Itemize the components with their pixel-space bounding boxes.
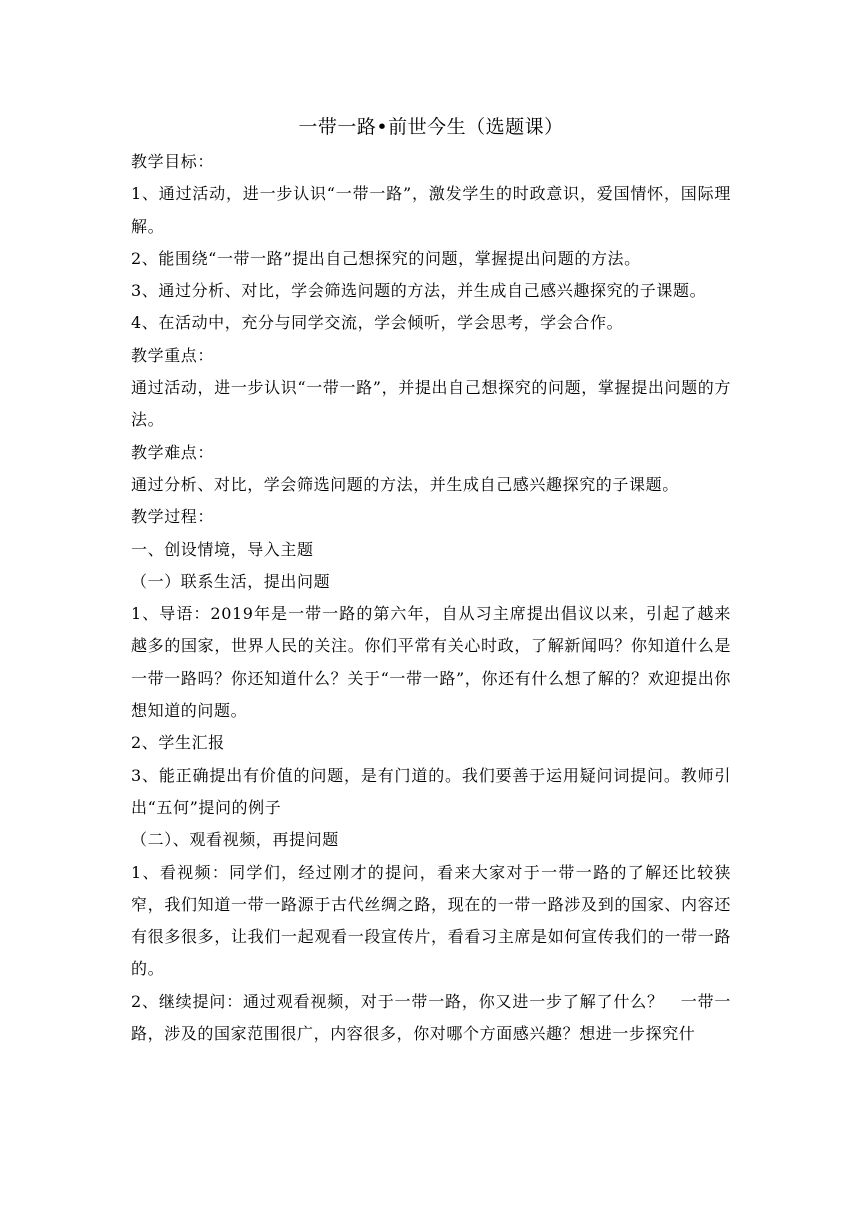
objective-3: 3、通过分析、对比，学会筛选问题的方法，并生成自己感兴趣探究的子课题。 — [131, 281, 707, 301]
heading-key-points: 教学重点： — [131, 345, 215, 365]
heading-difficulties: 教学难点： — [131, 442, 215, 462]
step-questioning: 3、能正确提出有价值的问题，是有门道的。我们要善于运用疑问词提问。教师引出“五何”提问的例子 — [131, 765, 731, 817]
document-title: 一带一路•前世今生（选题课） — [298, 116, 564, 138]
key-points-text: 通过活动，进一步认识“一带一路”，并提出自己想探究的问题，掌握提出问题的方法。 — [131, 378, 731, 430]
document-page — [131, 112, 731, 1050]
objective-2: 2、能围绕“一带一路”提出自己想探究的问题，掌握提出问题的方法。 — [131, 248, 641, 268]
heading-process: 教学过程： — [131, 507, 215, 527]
step-continue: 2、继续提问：通过观看视频，对于一带一路，你又进一步了解了什么？ 一带一路，涉及的国家范围很广，内容很多，你对哪个方面感兴趣？想进一步探究什 — [131, 991, 731, 1044]
subsection-2-heading: （二）、观看视频，再提问题 — [131, 830, 339, 850]
step-video: 1、看视频：同学们，经过刚才的提问，看来大家对于一带一路的了解还比较狭窄，我们知道一带一路源于古代丝绸之路，现在的一带一路涉及到的国家、内容还有很多很多，让我们一起观看一段宣传片，看看习主席是如何宣传我们的一带一路的。 — [131, 862, 731, 979]
step-report: 2、学生汇报 — [131, 733, 225, 753]
difficulties-text: 通过分析、对比，学会筛选问题的方法，并生成自己感兴趣探究的子课题。 — [131, 474, 679, 494]
subsection-1-heading: （一）联系生活，提出问题 — [131, 571, 331, 591]
step-intro: 1、导语：2019年是一带一路的第六年，自从习主席提出倡议以来，引起了越来越多的国家，世界人民的关注。你们平常有关心时政，了解新闻吗？你知道什么是一带一路吗？你还知道什么？关于“一带一路”，你还有什么想了解的？欢迎提出你想知道的问题。 — [131, 604, 731, 721]
heading-objectives: 教学目标： — [131, 152, 215, 171]
section-1-heading: 一、创设情境，导入主题 — [131, 539, 314, 559]
objective-4: 4、在活动中，充分与同学交流，学会倾听，学会思考，学会合作。 — [131, 313, 624, 333]
objective-1: 1、通过活动，进一步认识“一带一路”，激发学生的时政意识，爱国情怀，国际理解。 — [131, 184, 731, 236]
